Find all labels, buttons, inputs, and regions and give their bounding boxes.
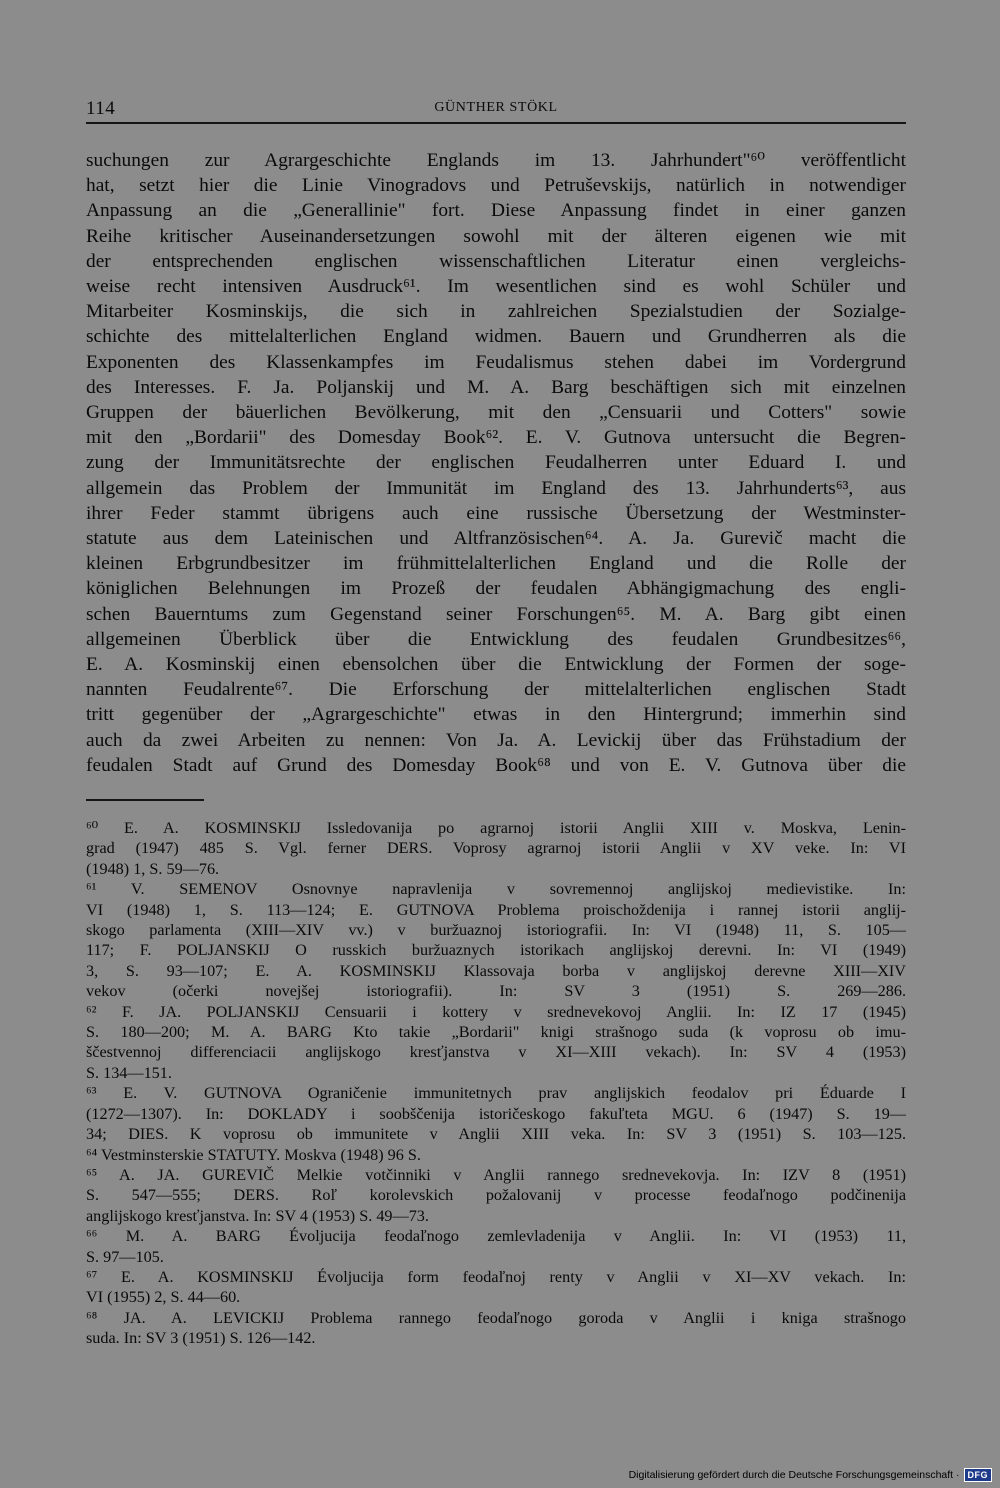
body-line: allgemein das Problem der Immunität im England des 13. Jahrhunderts⁶³, aus bbox=[86, 477, 906, 499]
footnote-line: (1948) 1, S. 59—76. bbox=[86, 859, 220, 878]
footnote-line: S. 547—555; DERS. Roľ korolevskich požalovanij v processe feodaľnogo podčinenija bbox=[86, 1186, 906, 1205]
credit-text: Digitalisierung gefördert durch die Deutsche Forschungsgemeinschaft · bbox=[628, 1469, 960, 1481]
footnote-line: S. 180—200; M. A. BARG Kto takie „Bordarii" knigi strašnogo suda (k voprosu ob imu- bbox=[86, 1023, 906, 1042]
body-line: suchungen zur Agrargeschichte Englands im 13. Jahrhundert"⁶⁰ veröffentlicht bbox=[86, 150, 906, 171]
footnote-line: 3, S. 93—107; E. A. KOSMINSKIJ Klassovaja borba v anglijskoj derevne XIII—XIV bbox=[86, 961, 906, 980]
body-line: zung der Immunitätsrechte der englischen Feudalherren unter Eduard I. und bbox=[86, 452, 906, 474]
body-line: statute aus dem Lateinischen und Altfranzösischen⁶⁴. A. Ja. Gurevič macht die bbox=[86, 528, 906, 550]
footnote-line: suda. In: SV 3 (1951) S. 126—142. bbox=[86, 1329, 316, 1348]
body-line: königlichen Belehnungen im Prozeß der feudalen Abhängigmachung des engli- bbox=[86, 578, 906, 600]
body-text bbox=[86, 148, 906, 778]
body-line: Anpassung an die „Generallinie" fort. Diese Anpassung findet in einer ganzen bbox=[86, 200, 906, 222]
body-line: kleinen Erbgrundbesitzer im frühmittelalterlichen England und die Rolle der bbox=[86, 553, 906, 575]
body-line: nannten Feudalrente⁶⁷. Die Erforschung der mittelalterlichen englischen Stadt bbox=[86, 679, 906, 701]
body-line: schichte des mittelalterlichen England widmen. Bauern und Grundherren als die bbox=[86, 326, 906, 348]
footnote-line: VI (1948) 1, S. 113—124; E. GUTNOVA Problema proischoždenija i rannej istorii anglij- bbox=[86, 900, 906, 919]
footnote-line: VI (1955) 2, S. 44—60. bbox=[86, 1288, 241, 1307]
footnote-line: ⁶¹ V. SEMENOV Osnovnye napravlenija v sovremennoj anglijskoj medievistike. In: bbox=[86, 880, 906, 899]
body-line: feudalen Stadt auf Grund des Domesday Book⁶⁸ und von E. V. Gutnova über die bbox=[86, 754, 906, 776]
body-line: weise recht intensiven Ausdruck⁶¹. Im wesentlichen sind es wohl Schüler und bbox=[86, 276, 906, 298]
body-line: Mitarbeiter Kosminskijs, die sich in zahlreichen Spezialstudien der Sozialge- bbox=[86, 301, 906, 323]
footnote-line: ⁶⁷ E. A. KOSMINSKIJ Évoljucija form feodaľnoj renty v Anglii v XI—XV vekach. In: bbox=[86, 1267, 906, 1286]
body-line: tritt gegenüber der „Agrargeschichte" etwas in den Hintergrund; immerhin sind bbox=[86, 704, 906, 726]
footnote-line: ⁶⁴ Vestminsterskie STATUTY. Moskva (1948) 96 S. bbox=[86, 1145, 421, 1164]
footnote-line: 117; F. POLJANSKIJ O russkich buržuaznych istorikach anglijskoj derevni. In: VI (1949) bbox=[86, 941, 906, 960]
footnote-line: S. 134—151. bbox=[86, 1063, 172, 1082]
footnote-line: ⁶⁵ A. JA. GUREVIČ Melkie votčinniki v Anglii rannego srednevekovja. In: IZV 8 (1951) bbox=[86, 1165, 906, 1184]
body-line: hat, setzt hier die Linie Vinogradovs und Petruševskijs, natürlich in notwendiger bbox=[86, 175, 906, 197]
footnote-line: S. 97—105. bbox=[86, 1247, 164, 1266]
footnote-line: ⁶⁶ M. A. BARG Évoljucija feodaľnogo zemlevladenija v Anglii. In: VI (1953) 11, bbox=[86, 1227, 906, 1246]
footnotes bbox=[86, 818, 906, 1349]
body-line: mit den „Bordarii" des Domesday Book⁶². E. V. Gutnova untersucht die Begren- bbox=[86, 427, 906, 449]
footnote-line: ščestvennoj differenciacii anglijskogo kresťjanstva v XI—XIII vekach). In: SV 4 (1953) bbox=[86, 1043, 906, 1062]
footnote-line: ⁶² F. JA. POLJANSKIJ Censuarii i kottery v srednevekovoj Anglii. In: IZ 17 (1945) bbox=[86, 1002, 906, 1021]
dfg-logo: DFG bbox=[964, 1468, 993, 1482]
page-number: 114 bbox=[86, 98, 116, 119]
body-line: ihrer Feder stammt übrigens auch eine russische Übersetzung der Westminster- bbox=[86, 502, 906, 524]
body-line: schen Bauerntums zum Gegenstand seiner Forschungen⁶⁵. M. A. Barg gibt einen bbox=[86, 603, 906, 625]
body-line: E. A. Kosminskij einen ebensolchen über die Entwicklung der Formen der soge- bbox=[86, 654, 906, 676]
body-line: Gruppen der bäuerlichen Bevölkerung, mit den „Censuarii und Cotters" sowie bbox=[86, 402, 906, 424]
footnote-line: vekov (očerki novejšej istoriografii). In: SV 3 (1951) S. 269—286. bbox=[86, 982, 906, 1001]
digitization-credit bbox=[629, 1466, 992, 1484]
footnote-line: anglijskogo kresťjanstva. In: SV 4 (1953) S. 49—73. bbox=[86, 1206, 429, 1225]
page-header bbox=[86, 98, 906, 124]
running-head: GÜNTHER STÖKL bbox=[434, 100, 558, 115]
body-line: auch da zwei Arbeiten zu nennen: Von Ja. A. Levickij über das Frühstadium der bbox=[86, 729, 906, 751]
footnote-line: skogo parlamenta (XIII—XIV vv.) v buržuaznoj istoriografii. In: VI (1948) 11, S. 105— bbox=[86, 921, 906, 940]
footnote-rule bbox=[86, 799, 204, 801]
body-line: Exponenten des Klassenkampfes im Feudalismus stehen dabei im Vordergrund bbox=[86, 351, 906, 373]
footnote-line: (1272—1307). In: DOKLADY i soobščenija istoričeskogo fakuľteta MGU. 6 (1947) S. 19— bbox=[86, 1104, 906, 1123]
footnote-line: ⁶⁸ JA. A. LEVICKIJ Problema rannego feodaľnogo goroda v Anglii i kniga strašnogo bbox=[86, 1308, 906, 1327]
footnote-line: ⁶⁰ E. A. KOSMINSKIJ Issledovanija po agrarnoj istorii Anglii XIII v. Moskva, Lenin- bbox=[86, 819, 906, 837]
footnote-line: 34; DIES. K voprosu ob immunitete v Anglii XIII veka. In: SV 3 (1951) S. 103—125. bbox=[86, 1125, 906, 1144]
body-line: Reihe kritischer Auseinandersetzungen sowohl mit der älteren eigenen wie mit bbox=[86, 225, 906, 247]
body-line: allgemeinen Überblick über die Entwicklung des feudalen Grundbesitzes⁶⁶, bbox=[86, 628, 906, 650]
body-line: des Interesses. F. Ja. Poljanskij und M. A. Barg beschäftigen sich mit einzelnen bbox=[86, 376, 906, 398]
body-line: der entsprechenden englischen wissenschaftlichen Literatur einen vergleichs- bbox=[86, 250, 906, 272]
header-rule bbox=[86, 122, 906, 124]
footnote-line: ⁶³ E. V. GUTNOVA Ograničenie immunitetnych prav anglijskich feodalov pri Éduarde I bbox=[86, 1084, 906, 1103]
footnote-line: grad (1947) 485 S. Vgl. ferner DERS. Voprosy agrarnoj istorii Anglii v XV veke. In: VI bbox=[86, 839, 906, 858]
